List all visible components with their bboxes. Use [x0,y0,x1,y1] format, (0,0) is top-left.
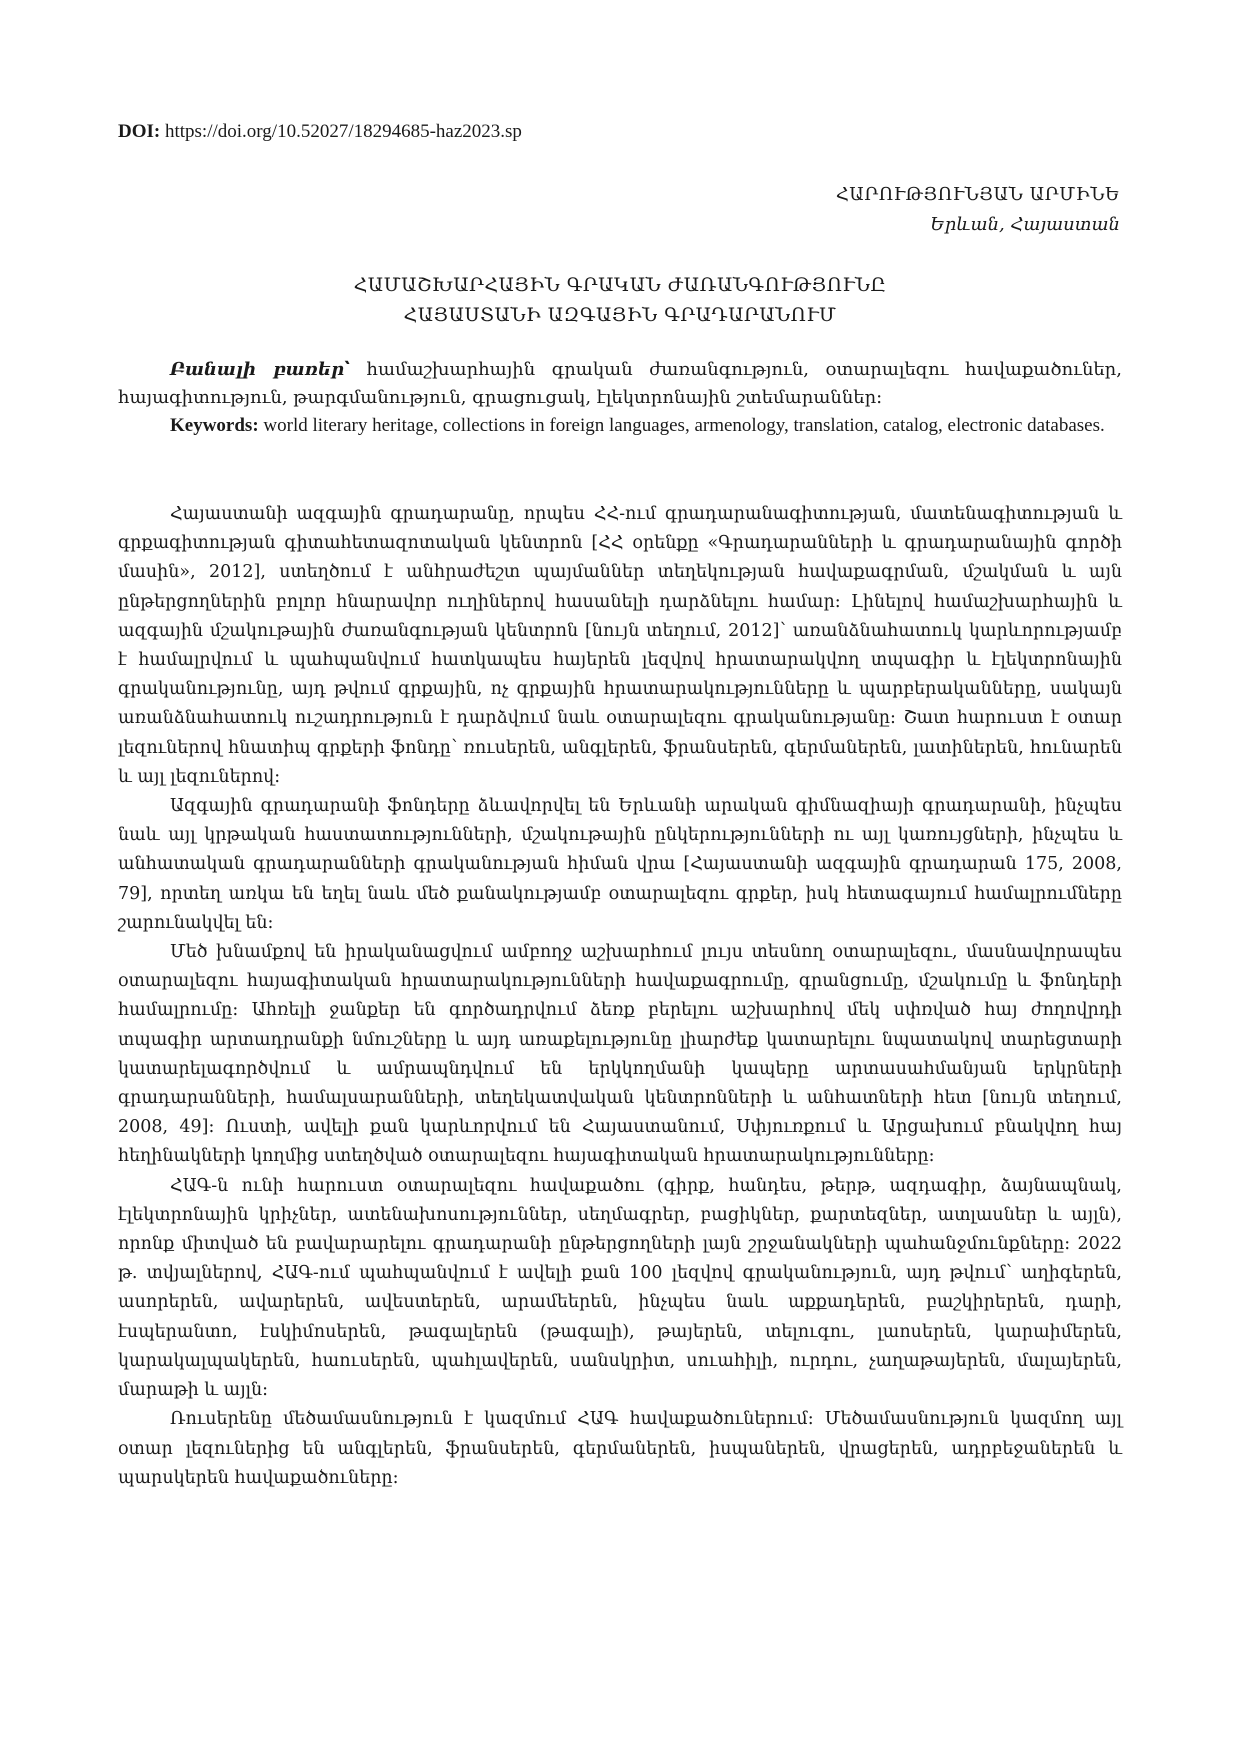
keywords-english-label: Keywords: [170,415,259,436]
body-paragraph-4: ՀԱԳ-ն ունի հարուստ օտարալեզու հավաքածու (գիրք, հանդես, թերթ, ազդագիր, ձայնապնակ, էլեկտրոնային կրիչներ, ատենախոսություններ, սեղմագրեր, բացիկներ, քարտեզներ, ատլասներ և այլն), որոնք միտված են բավարարելու գրադարանի ընթերցողների լայն շրջանակների պահանջմունքները։ 2022 թ. տվյալներով, ՀԱԳ-ում պահպանվում է ավելի քան 100 լեզվով գրականություն, այդ թվում՝ աղիգերեն, ասորերեն, ավարերեն, ավեստերեն, արամեերեն, ինչպես նաև աքքադերեն, բաշկիրերեն, դարի, էսպերանտո, էսկիմոսերեն, թագալերեն (թագալի), թայերեն, տելուգու, լաոսերեն, կարաիմերեն, կարակալպակերեն, հաուսերեն, պահլավերեն, սանսկրիտ, սուահիլի, ուրդու, չաղաթայերեն, մալայերեն, մարաթի և այլն։ [118,1175,1122,1401]
keywords-armenian-text: համաշխարհային գրական ժառանգություն, օտարալեզու հավաքածուներ, հայագիտություն, թարգմանություն, գրացուցակ, էլեկտրոնային շտեմարաններ։ [118,359,1123,408]
author-block [836,180,1120,240]
doi-label: DOI: [118,121,161,142]
keywords-block [118,356,1122,440]
body-paragraph-5: Ռուսերենը մեծամասնություն է կազմում ՀԱԳ հավաքածուներում։ Մեծամասնություն կազմող այլ օտար լեզուներից են անգլերեն, ֆրանսերեն, գերմաներեն, իսպաներեն, վրացերեն, ադրբեջաներեն և պարսկերեն հավաքածուները։ [118,1409,1122,1488]
doi-line [118,120,522,144]
body-paragraph-1: Հայաստանի ազգային գրադարանը, որպես ՀՀ-ում գրադարանագիտության, մատենագիտության և գրքագիտության գիտահետազոտական կենտրոն [ՀՀ օրենքը «Գրադարանների և գրադարանային գործի մասին», 2012], ստեղծում է անհրաժեշտ պայմաններ տեղեկության հավաքագրման, մշակման և այն ընթերցողներին բոլոր հնարավոր ուղիներով հասանելի դարձնելու համար։ Լինելով համաշխարհային և ազգային մշակութային ժառանգության կենտրոն [նույն տեղում, 2012]՝ առանձնահատուկ կարևորությամբ է համալրվում և պահպանվում հատկապես հայերեն լեզվով հրատարակվող տպագիր և էլեկտրոնային գրականությունը, այդ թվում գրքային, ոչ գրքային հրատարակությունները և պարբերականները, սակայն առանձնահատուկ ուշադրություն է դարձվում նաև օտարալեզու գրականությանը։ Շատ հարուստ է օտար լեզուներով հնատիպ գրքերի ֆոնդը՝ ռուսերեն, անգլերեն, ֆրանսերեն, գերմաներեն, լատիներեն, հունարեն և այլ լեզուներով։ [118,504,1122,787]
title-line-2: ՀԱՅԱՍՏԱՆԻ ԱԶԳԱՅԻՆ ԳՐԱԴԱՐԱՆՈՒՄ [403,304,837,326]
article-body [118,500,1122,1493]
body-paragraph-3: Մեծ խնամքով են իրականացվում ամբողջ աշխարհում լույս տեսնող օտարալեզու, մասնավորապես օտարալեզու հայագիտական հրատարակությունների հավաքագրումը, գրանցումը, մշակումը և ֆոնդերի համալրումը։ Ահռելի ջանքեր են գործադրվում ձեռք բերելու աշխարհով մեկ սփռված հայ ժողովրդի տպագիր արտադրանքի նմուշները և այդ առաքելությունը լիարժեք կատարելու նպատակով տարեցտարի կատարելագործվում և ամրապնդվում են երկկողմանի կապերը արտասահմանյան երկրների գրադարանների, համալսարանների, տեղեկատվական կենտրոնների և անհատների հետ [նույն տեղում, 2008, 49]։ Ուստի, ավելի քան կարևորվում են Հայաստանում, Սփյուռքում և Արցախում բնակվող հայ հեղինակների կողմից ստեղծված օտարալեզու հայագիտական հրատարակությունները։ [118,942,1122,1167]
author-location: Երևան, Հայաստան [930,214,1120,235]
doi-link[interactable]: https://doi.org/10.52027/18294685-haz2023.sp [160,121,522,142]
author-name: ՀԱՐՈՒԹՅՈՒՆՅԱՆ ԱՐՄԻՆԵ [835,184,1120,205]
keywords-armenian [118,356,1122,412]
keywords-english [118,412,1122,440]
article-title [118,270,1122,330]
keywords-english-text: world literary heritage, collections in foreign languages, armenology, translation, catalog, electronic databases. [258,415,1105,436]
body-paragraph-2: Ազգային գրադարանի ֆոնդերը ձևավորվել են Երևանի արական գիմնազիայի գրադարանի, ինչպես նաև այլ կրթական հաստատությունների, մշակութային ընկերությունների ու այլ կառույցների, ինչպես և անհատական գրադարանների գրականության հիման վրա [Հայաստանի ազգային գրադարան 175, 2008, 79], որտեղ առկա են եղել նաև մեծ քանակությամբ օտարալեզու գրքեր, իսկ հետագայում համալրումները շարունակվել են։ [118,796,1122,933]
title-line-1: ՀԱՄԱՇԽԱՐՀԱՅԻՆ ԳՐԱԿԱՆ ԺԱՌԱՆԳՈՒԹՅՈՒՆԸ [353,274,887,296]
keywords-armenian-label: Բանալի բառեր՝ [170,359,350,380]
